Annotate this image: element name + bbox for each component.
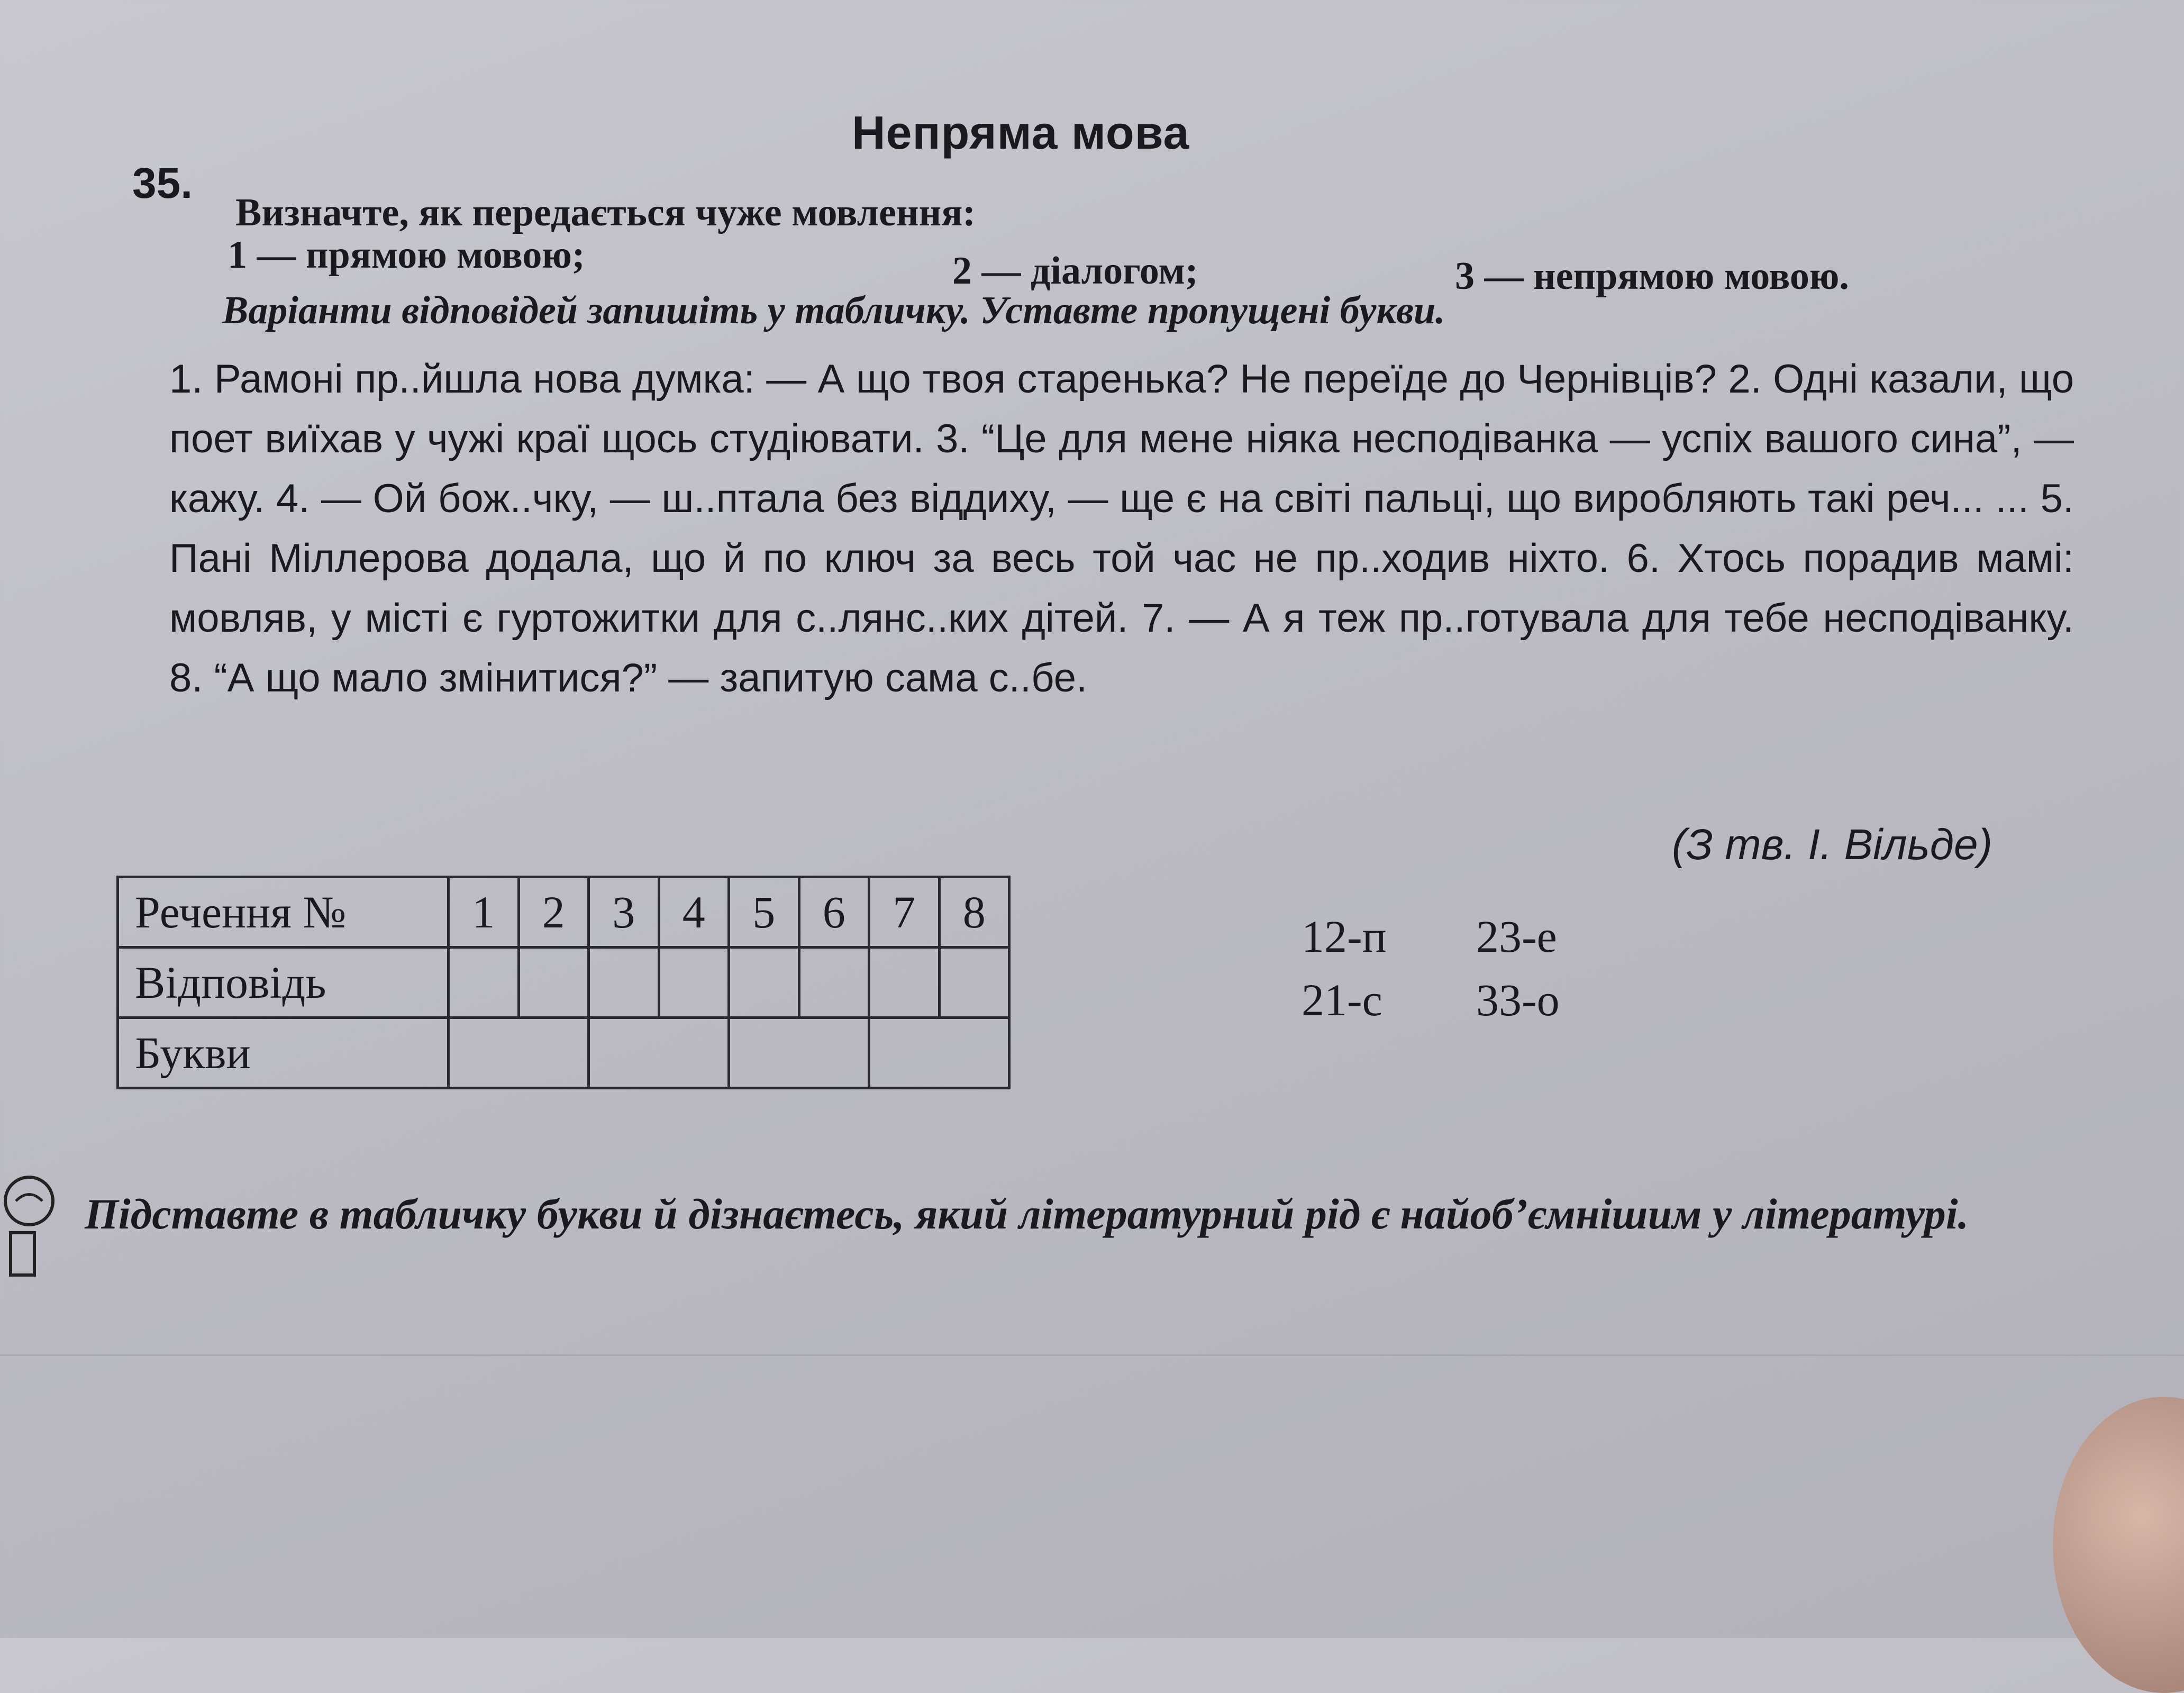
answer-table (116, 876, 1011, 1089)
sentence-number-cell: 5 (729, 877, 799, 948)
task-prompt: Визначте, як передається чуже мовлення: (235, 191, 976, 234)
answer-cell[interactable] (518, 948, 589, 1018)
task-number: 35. (132, 159, 193, 207)
letter-codes (1302, 910, 1635, 1026)
code-item: 21-с (1302, 975, 1382, 1025)
code-item: 12-п (1302, 911, 1387, 962)
code-item: 23-е (1476, 911, 1557, 962)
sentence-number-cell: 2 (518, 877, 589, 948)
answer-cell[interactable] (799, 948, 869, 1018)
answer-cell[interactable] (939, 948, 1009, 1018)
row-label: Букви (118, 1018, 449, 1088)
letter-cell[interactable] (449, 1018, 589, 1088)
option-2: 2 — діалогом; (952, 249, 1198, 293)
letter-cell[interactable] (589, 1018, 729, 1088)
sentence-number-cell: 4 (659, 877, 729, 948)
answer-cell[interactable] (659, 948, 729, 1018)
option-3: 3 — непрямою мовою. (1455, 254, 1849, 298)
letter-cell[interactable] (869, 1018, 1009, 1088)
option-1: 1 — прямою мовою; (228, 233, 585, 277)
row-label: Речення № (118, 877, 449, 948)
footer-task: Підставте в табличку букви й дізнаєтесь, який літературний рід є найоб’ємнішим у літературі. (85, 1190, 1969, 1238)
sentence-number-cell: 7 (869, 877, 940, 948)
code-item: 33-о (1476, 975, 1560, 1025)
answer-cell[interactable] (449, 948, 519, 1018)
finger-shadow (2053, 1397, 2184, 1693)
sentence-number-cell: 1 (449, 877, 519, 948)
sentence-number-cell: 8 (939, 877, 1009, 948)
exercise-text: 1. Рамоні пр..йшла нова думка: — А що твоя старенька? Не переїде до Чернівців? 2. Одні казали, що поет виїхав у чужі краї щось студіювати. 3. “Це для мене ніяка несподіванка — успіх вашого сина”, — кажу. 4. — Ой бож..чку, — ш..птала без віддиху, — ще є на світі пальці, що виробляють такі реч... ... 5. Пані Міллерова додала, що й по ключ за весь той час не пр..ходив ніхто. 6. Хтось порадив мамі: мовляв, у місті є гуртожитки для с..лянс..ких дітей. 7. — А я теж пр..готувала для тебе несподіванку. 8. “А що мало змінитися?” — запитую сама с..бе. (169, 357, 2074, 700)
pencil-icon (0, 1175, 69, 1280)
sentence-number-cell: 6 (799, 877, 869, 948)
table-row (118, 877, 1009, 948)
table-row (118, 1018, 1009, 1088)
letter-cell[interactable] (729, 1018, 869, 1088)
answer-cell[interactable] (589, 948, 659, 1018)
row-label: Відповідь (118, 948, 449, 1018)
task-instruction: Варіанти відповідей запишіть у табличку. Уставте пропущені букви. (222, 289, 1445, 332)
source-citation: (З тв. І. Вільде) (1672, 821, 1992, 869)
answer-cell[interactable] (729, 948, 799, 1018)
sentence-number-cell: 3 (589, 877, 659, 948)
answer-cell[interactable] (869, 948, 940, 1018)
divider (0, 1354, 2184, 1356)
table-row (118, 948, 1009, 1018)
section-title: Непряма мова (852, 106, 1190, 159)
